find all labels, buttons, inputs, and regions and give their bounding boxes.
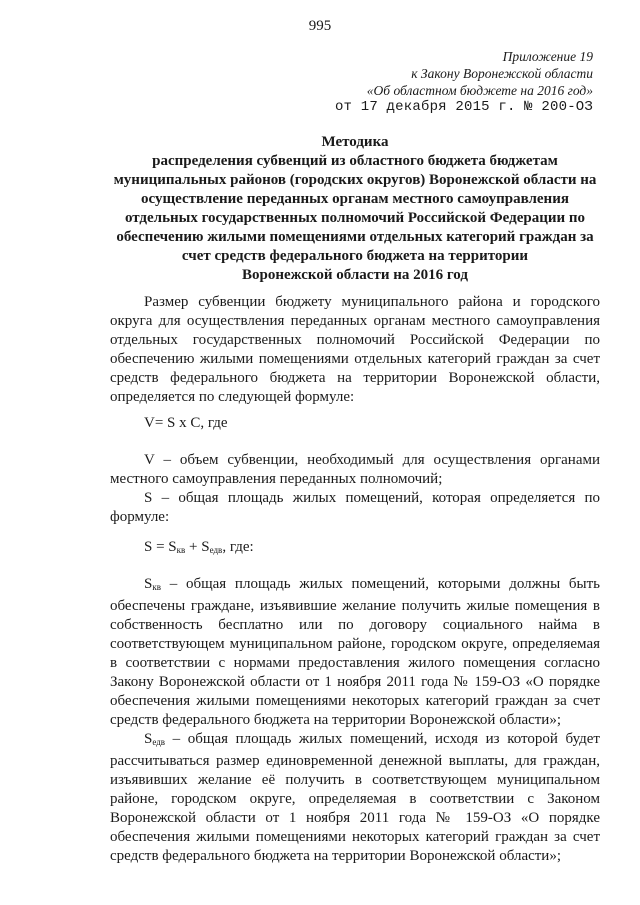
skv-symbol: S: [144, 576, 153, 592]
sedv-text: – общая площадь жилых помещений, исходя из которой будет рассчитываться размер единовременной денежной выплаты, для граждан, изъявивших желание её получить в соответствующем муниципальном районе, городском округе, определяемая в соответствии с Законом Воронежской области от 1 ноября 2011 года № 159-ОЗ «О порядке обеспечения жилыми помещениями некоторых категорий граждан за счет средств федерального бюджета на территории Воронежской области»;: [110, 731, 600, 864]
title-line: распределения субвенций из областного бюджета бюджетам: [152, 153, 558, 169]
title-line: Воронежской области на 2016 год: [242, 267, 468, 283]
title-line: отдельных государственных полномочий Российской Федерации по: [124, 210, 586, 226]
definitions-v-s: [110, 451, 600, 527]
appendix-line-3: «Об областном бюджете на 2016 год»: [366, 83, 593, 98]
definitions-skv-sedv: [110, 575, 600, 866]
appendix-header: [263, 48, 593, 99]
appendix-line-1: Приложение 19: [502, 49, 593, 64]
skv-text: – общая площадь жилых помещений, которыми должны быть обеспечены граждане, изъявившие желание получить жилые помещения в собственность бесплатно или по договору социального найма в соответствующем муниципальном районе, городском округе, определяемая в соответствии с нормами предоставления жилого помещения согласно Закону Воронежской области от 1 ноября 2011 года № 159-ОЗ «О порядке обеспечения жилыми помещениями некоторых категорий граждан за счет средств федерального бюджета на территории Воронежской области»;: [110, 576, 600, 728]
formula-s-sub-kv: кв: [176, 545, 186, 555]
definition-skv: [110, 575, 600, 730]
definition-s: S – общая площадь жилых помещений, которая определяется по формуле:: [110, 490, 600, 525]
sedv-symbol: S: [144, 731, 153, 747]
formula-v: V= S x C, где: [144, 415, 228, 431]
definition-sedv: [110, 730, 600, 866]
intro-paragraph: [110, 293, 600, 407]
definition-v: V – объем субвенции, необходимый для осуществления органами местного самоуправления переданных полномочий;: [110, 452, 600, 487]
formula-s-sub-edv: едв: [209, 545, 223, 555]
intro-text: Размер субвенции бюджету муниципального района и городского округа для осуществления переданных органам местного самоуправления отдельных государственных полномочий Российской Федерации по обеспечению жилыми помещениями отдельных категорий граждан за счет средств федерального бюджета на территории Воронежской области, определяется по следующей формуле:: [110, 294, 600, 405]
document-title: [100, 133, 610, 285]
title-line: обеспечению жилыми помещениями отдельных категорий граждан за: [116, 229, 594, 245]
formula-s-lead: S = S: [144, 539, 177, 555]
title-line: муниципальных районов (городских округов) Воронежской области на: [113, 172, 597, 188]
formula-s-mid: + S: [185, 539, 210, 555]
sedv-subscript: едв: [152, 737, 166, 747]
appendix-line-2: к Закону Воронежской области: [411, 66, 593, 81]
page-number: 995: [308, 18, 332, 34]
formula-s-tail: , где:: [222, 539, 254, 555]
date-number-stamp: от 17 декабря 2015 г. № 200-ОЗ: [334, 99, 593, 115]
skv-subscript: кв: [152, 582, 161, 592]
title-line: Методика: [321, 134, 389, 150]
title-line: счет средств федерального бюджета на территории: [181, 248, 529, 264]
title-line: осуществление переданных органам местного самоуправления: [141, 191, 569, 207]
formula-s: [144, 539, 254, 556]
